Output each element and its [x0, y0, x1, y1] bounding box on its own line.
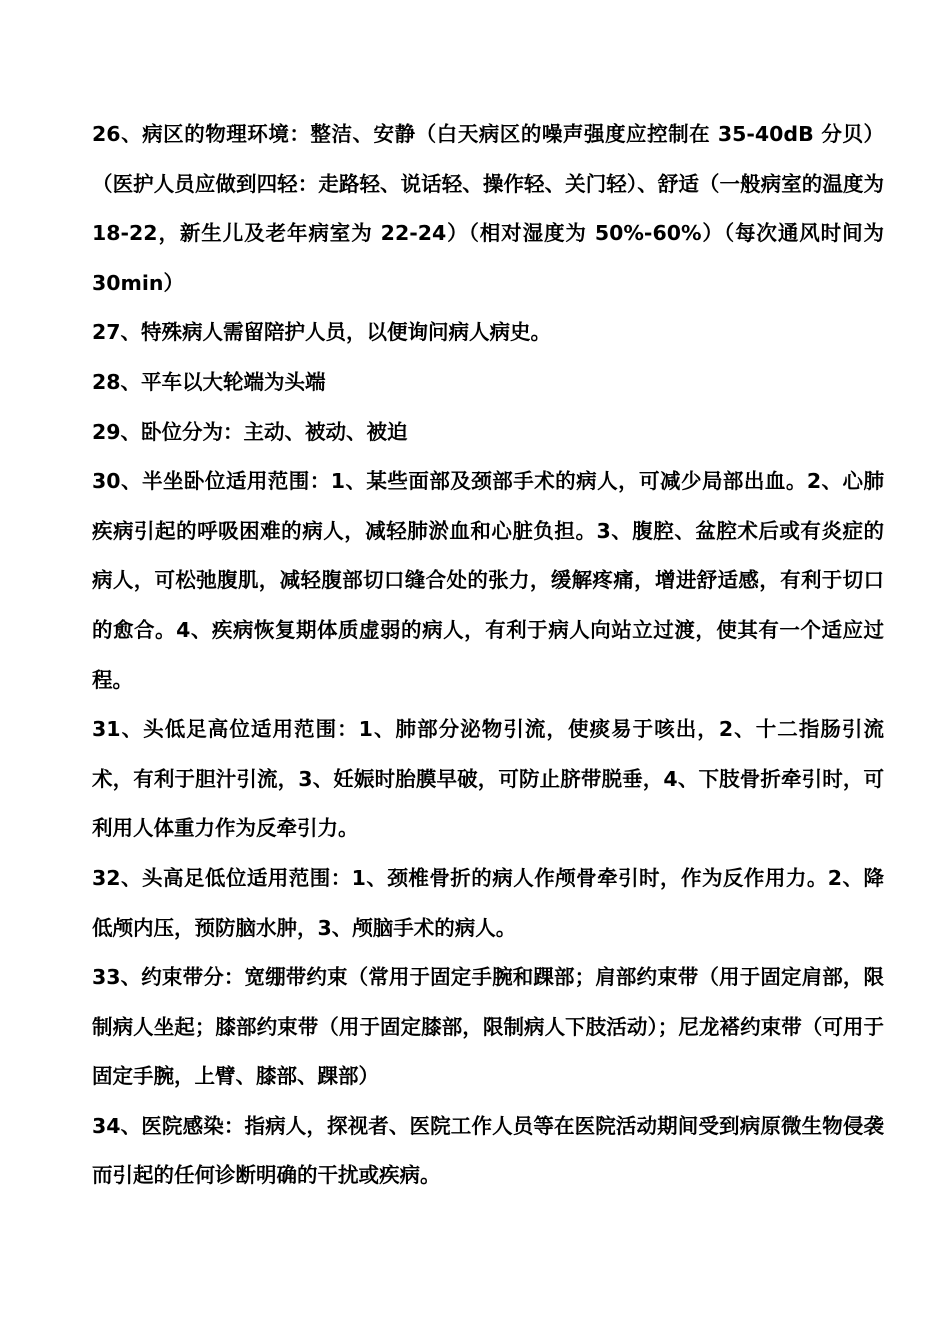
- paragraph-31: 31、头低足高位适用范围：1、肺部分泌物引流，使痰易于咳出，2、十二指肠引流术，有利于胆汁引流，3、妊娠时胎膜早破，可防止脐带脱垂，4、下肢骨折牵引时，可利用人体重力作为反牵引力。: [92, 717, 884, 841]
- document-page: [92, 110, 884, 1201]
- paragraph-33: 33、约束带分：宽绷带约束（常用于固定手腕和踝部；肩部约束带（用于固定肩部，限制病人坐起；膝部约束带（用于固定膝部，限制病人下肢活动）；尼龙褡约束带（可用于固定手腕，上臂、膝部、踝部）: [92, 965, 884, 1089]
- paragraph-34: 34、医院感染：指病人，探视者、医院工作人员等在医院活动期间受到病原微生物侵袭而引起的任何诊断明确的干扰或疾病。: [92, 1113, 884, 1188]
- paragraph-32: 32、头高足低位适用范围：1、颈椎骨折的病人作颅骨牵引时，作为反作用力。2、降低颅内压，预防脑水肿，3、颅脑手术的病人。: [92, 865, 884, 940]
- paragraph-26: 26、病区的物理环境：整洁、安静（白天病区的噪声强度应控制在 35-40dB 分贝）（医护人员应做到四轻：走路轻、说话轻、操作轻、关门轻）、舒适（一般病室的温度为 18-22，新生儿及老年病室为 22-24）（相对湿度为 50%-60%）（每次通风时间为 30min）: [92, 122, 884, 295]
- paragraph-30: 30、半坐卧位适用范围：1、某些面部及颈部手术的病人，可减少局部出血。2、心肺疾病引起的呼吸困难的病人，减轻肺淤血和心脏负担。3、腹腔、盆腔术后或有炎症的病人，可松弛腹肌，减轻腹部切口缝合处的张力，缓解疼痛，增进舒适感，有利于切口的愈合。4、疾病恢复期体质虚弱的病人，有利于病人向站立过渡，使其有一个适应过程。: [92, 469, 884, 692]
- paragraph-28: 28、平车以大轮端为头端: [92, 369, 326, 394]
- paragraph-27: 27、特殊病人需留陪护人员，以便询问病人病史。: [92, 320, 552, 345]
- paragraph-29: 29、卧位分为：主动、被动、被迫: [92, 419, 408, 444]
